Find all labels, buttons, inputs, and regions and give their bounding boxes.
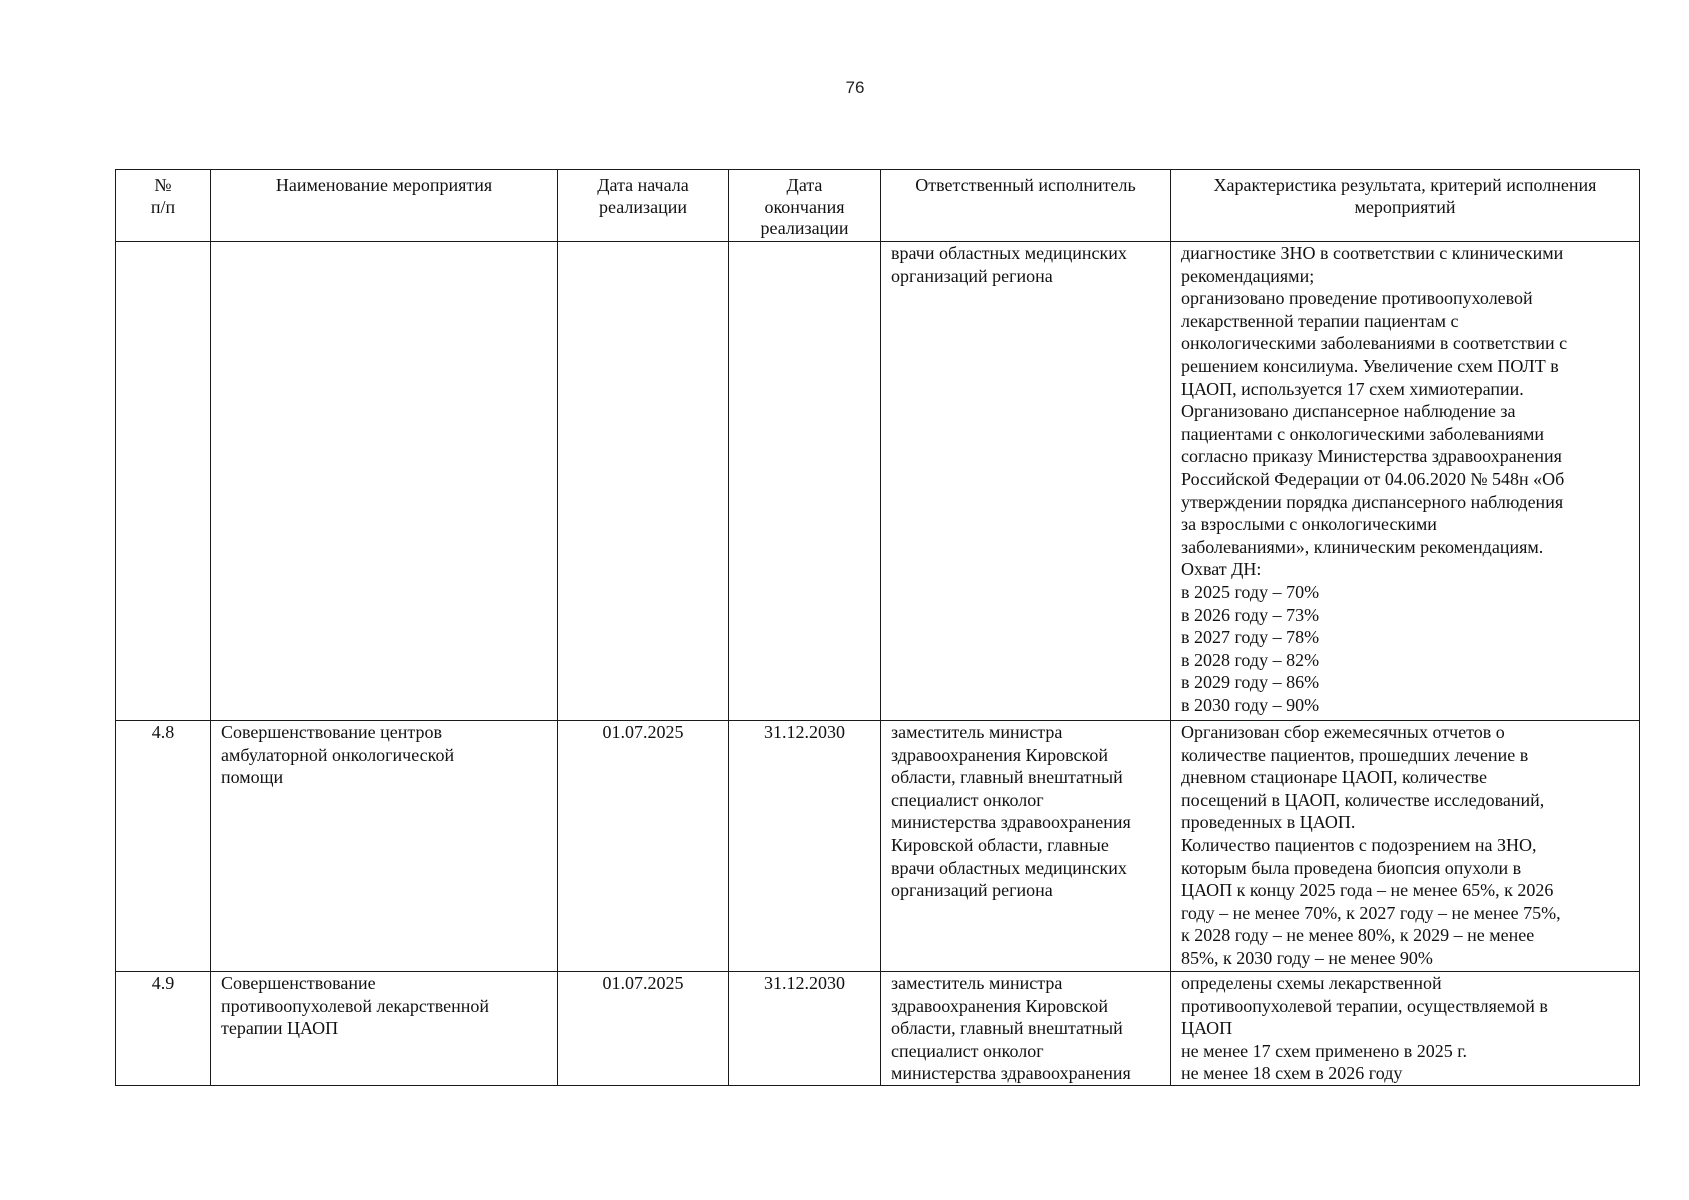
text-line: Организовано диспансерное наблюдение за: [1181, 401, 1516, 422]
text-line: здравоохранения Кировской: [891, 995, 1109, 1016]
text-line: реализации: [599, 196, 687, 217]
text-line: помощи: [221, 767, 284, 788]
text-line: терапии ЦАОП: [221, 1018, 339, 1039]
row-end-date: [729, 242, 881, 721]
text-line: онкологическими заболеваниями в соответствии с: [1181, 333, 1568, 354]
row-executor: [881, 721, 1171, 972]
row-activity-name: [211, 242, 558, 721]
text-line: 85%, к 2030 году – не менее 90%: [1181, 947, 1433, 968]
row-end-date: 31.12.2030: [729, 721, 881, 972]
text-line: дневном стационаре ЦАОП, количестве: [1181, 767, 1487, 788]
text-line: количестве пациентов, прошедших лечение в: [1181, 744, 1529, 765]
row-number: [116, 242, 211, 721]
text-line: ЦАОП к концу 2025 года – не менее 65%, к 2026: [1181, 880, 1554, 901]
text-line: пациентами с онкологическими заболеваниями: [1181, 423, 1545, 444]
text-line: утверждении порядка диспансерного наблюдения: [1181, 491, 1564, 512]
text-line: в 2027 году – 78%: [1181, 627, 1320, 648]
row-activity-name: [211, 721, 558, 972]
text-line: ЦАОП: [1181, 1018, 1233, 1039]
table-row-4-8: [116, 721, 1640, 972]
header-executor: [881, 170, 1171, 242]
text-line: Наименование мероприятия: [275, 175, 493, 195]
text-line: врачи областных медицинских: [891, 243, 1127, 263]
row-end-date: 31.12.2030: [729, 972, 881, 1086]
header-num: [116, 170, 211, 242]
text-line: реализации: [760, 218, 849, 238]
text-line: заболеваниями», клиническим рекомендациям.: [1181, 536, 1544, 557]
text-line: здравоохранения Кировской: [891, 744, 1109, 765]
page-number: 76: [845, 78, 865, 97]
table-row-4-9: [116, 972, 1640, 1086]
text-line: в 2029 году – 86%: [1181, 672, 1320, 693]
row-executor: [881, 242, 1171, 721]
header-end-date: [729, 170, 881, 242]
text-line: не менее 18 схем в 2026 году: [1181, 1063, 1403, 1084]
text-line: специалист онколог: [891, 1040, 1044, 1061]
text-line: Дата начала: [597, 175, 689, 195]
text-line: в 2025 году – 70%: [1181, 581, 1320, 602]
text-line: министерства здравоохранения: [891, 812, 1131, 833]
text-line: посещений в ЦАОП, количестве исследований,: [1181, 789, 1545, 810]
text-line: п/п: [150, 196, 176, 217]
text-line: противоопухолевой терапии, осуществляемой в: [1181, 995, 1548, 1016]
text-line: определены схемы лекарственной: [1181, 973, 1442, 993]
text-line: не менее 17 схем применено в 2025 г.: [1181, 1040, 1468, 1061]
text-line: противоопухолевой лекарственной: [221, 995, 490, 1016]
text-line: заместитель министра: [891, 722, 1063, 742]
text-line: в 2026 году – 73%: [1181, 604, 1320, 625]
text-line: Совершенствование: [221, 973, 376, 993]
row-start-date: 01.07.2025: [558, 972, 729, 1086]
text-line: врачи областных медицинских: [891, 857, 1127, 878]
text-line: области, главный внештатный: [891, 1018, 1123, 1039]
text-line: Охват ДН:: [1181, 559, 1262, 580]
text-line: Ответственный исполнитель: [915, 175, 1136, 195]
header-start-date: [558, 170, 729, 242]
table-header-row: [116, 170, 1640, 242]
row-result: [1171, 972, 1640, 1086]
text-line: к 2028 году – не менее 80%, к 2029 – не менее: [1181, 925, 1535, 946]
header-result: [1171, 170, 1640, 242]
text-line: диагностике ЗНО в соответствии с клиническими: [1181, 243, 1564, 263]
text-line: в 2028 году – 82%: [1181, 649, 1320, 670]
row-number: 4.9: [116, 972, 211, 1086]
text-line: Количество пациентов с подозрением на ЗНО,: [1181, 834, 1537, 855]
text-line: организаций региона: [891, 265, 1053, 286]
text-line: решением консилиума. Увеличение схем ПОЛТ в: [1181, 355, 1559, 376]
text-line: согласно приказу Министерства здравоохранения: [1181, 446, 1562, 467]
row-result: [1171, 242, 1640, 721]
text-line: мероприятий: [1354, 196, 1456, 217]
activities-table: [115, 169, 1640, 1086]
header-name: [211, 170, 558, 242]
text-line: окончания: [764, 196, 845, 217]
text-line: году – не менее 70%, к 2027 году – не менее 75%,: [1181, 902, 1561, 923]
text-line: организаций региона: [891, 880, 1053, 901]
text-line: ЦАОП, используется 17 схем химиотерапии.: [1181, 378, 1524, 399]
row-result: [1171, 721, 1640, 972]
text-line: специалист онколог: [891, 789, 1044, 810]
row-number: 4.8: [116, 721, 211, 972]
table-row-continuation: [116, 242, 1640, 721]
text-line: лекарственной терапии пациентам с: [1181, 310, 1459, 331]
text-line: проведенных в ЦАОП.: [1181, 812, 1356, 833]
row-start-date: 01.07.2025: [558, 721, 729, 972]
text-line: Организован сбор ежемесячных отчетов о: [1181, 722, 1505, 742]
text-line: области, главный внештатный: [891, 767, 1123, 788]
text-line: №: [154, 175, 172, 195]
text-line: министерства здравоохранения: [891, 1063, 1131, 1084]
text-line: за взрослыми с онкологическими: [1181, 514, 1437, 535]
row-executor: [881, 972, 1171, 1086]
text-line: организовано проведение противоопухолевой: [1181, 288, 1533, 309]
row-activity-name: [211, 972, 558, 1086]
text-line: Российской Федерации от 04.06.2020 № 548н «Об: [1181, 468, 1565, 489]
text-line: Характеристика результата, критерий исполнения: [1213, 175, 1597, 195]
text-line: Совершенствование центров: [221, 722, 442, 742]
text-line: Кировской области, главные: [891, 834, 1109, 855]
text-line: Дата: [786, 175, 823, 195]
text-line: заместитель министра: [891, 973, 1063, 993]
row-start-date: [558, 242, 729, 721]
text-line: которым была проведена биопсия опухоли в: [1181, 857, 1522, 878]
text-line: амбулаторной онкологической: [221, 744, 455, 765]
text-line: в 2030 году – 90%: [1181, 694, 1320, 715]
text-line: рекомендациями;: [1181, 265, 1315, 286]
